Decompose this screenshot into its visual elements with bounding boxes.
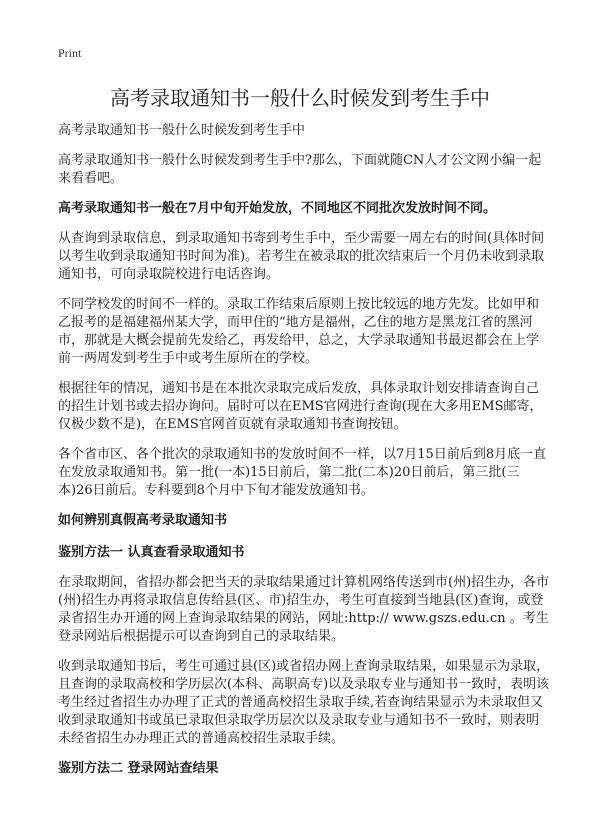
intro-paragraph: 高考录取通知书一般什么时候发到考生手中?那么，下面就随CN人才公文网小编一起来看看吧。 xyxy=(58,153,542,186)
print-label: Print xyxy=(58,46,82,60)
body-paragraph: 收到录取通知书后，考生可通过县(区)或省招办网上查询录取结果，如果显示为录取，且查询的录取高校和学历层次(本科、高职高专)以及录取专业与通知书一致时，表明该考生经过省招生办办理了正式的普通高校招生录取手续,若查询结果显示为未录取但又收到录取通知书或虽已录取但录取学历层次以及录取专业与通知书不一致时，则表明未经省招生办办理正式的普通高校招生录取手续。 xyxy=(58,659,550,746)
body-paragraph: 各个省市区、各个批次的录取通知书的发放时间不一样，以7月15日前后到8月底一直在发放录取通知书。第一批(一本)15日前后，第二批(二本)20日前后，第三批(三本)26日前后。专科要到8个月中下旬才能发放通知书。 xyxy=(58,447,547,498)
intro-heading: 高考录取通知书一般什么时候发到考生手中 xyxy=(58,123,306,138)
body-paragraph: 不同学校发的时间不一样的。录取工作结束后原则上按比较远的地方先发。比如甲和乙报考的是福建福州某大学，而甲住的“地方是福州，乙住的地方是黑龙江省的黑河市，那就是大概会提前先发给乙，再发给甲，总之，大学录取通知书最迟都会在上学前一两周发到考生手中或考生原所在的学校。 xyxy=(58,297,540,366)
page-title: 高考录取通知书一般什么时候发到考生手中 xyxy=(110,86,490,110)
body-paragraph: 在录取期间，省招办都会把当天的录取结果通过计算机网络传送到市(州)招生办，各市(州)招生办再将录取信息传给县(区、市)招生办，考生可直接到当地县(区)查询，或登录省招生办开通的网上查询录取结果的网站，网址:http:// www.gszs.edu.cn 。考生登录网站后根据提示可以查询到自己的录取结果。 xyxy=(58,575,550,644)
document-body xyxy=(58,122,550,790)
subsection-heading: 鉴别方法二 登录网站查结果 xyxy=(58,761,219,776)
section-heading: 如何辨别真假高考录取通知书 xyxy=(58,513,228,528)
key-statement: 高考录取通知书一般在7月中旬开始发放，不同地区不同批次发放时间不同。 xyxy=(58,201,497,216)
body-paragraph: 从查询到录取信息，到录取通知书寄到考生手中，至少需要一周左右的时间(具体时间以考生收到录取通知书时间为准)。若考生在被录取的批次结束后一个月仍未收到录取通知书，可向录取院校进行电话咨询。 xyxy=(58,231,545,282)
body-paragraph: 根据往年的情况，通知书是在本批次录取完成后发放，具体录取计划安排请查询自己的招生计划书或去招办询问。届时可以在EMS官网进行查询(现在大多用EMS邮寄，仅极少数不是)，在EMS官网首页就有录取通知书查询按钮。 xyxy=(58,381,543,432)
subsection-heading: 鉴别方法一 认真查看录取通知书 xyxy=(58,545,245,560)
